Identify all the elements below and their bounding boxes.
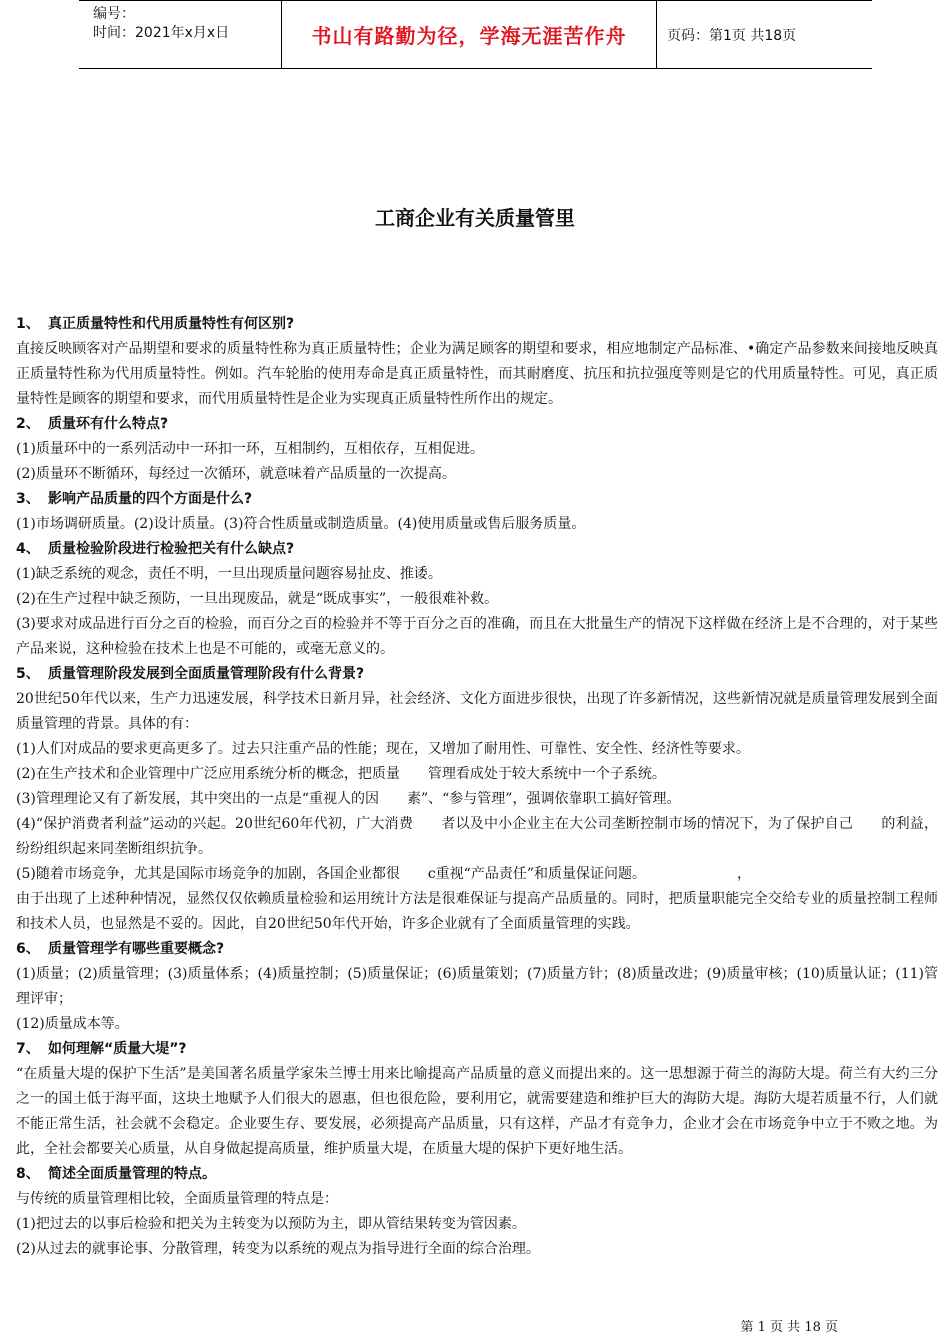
paragraph: (1)质量环中的一系列活动中一环扣一环，互相制约，互相依存，互相促进。 (16, 441, 484, 457)
paragraph: (4)“保护消费者利益”运动的兴起。20世纪60年代初，广大消费 者以及中小企业主在大公司垄断控制市场的情况下，为了保护自己 的利益，纷纷组织起来同垄断组织抗争。 (16, 816, 938, 857)
question-heading (16, 537, 938, 562)
question-number: 3、 (16, 491, 40, 507)
question-heading (16, 1037, 938, 1062)
paragraph: (3)要求对成品进行百分之百的检验，而百分之百的检验并不等于百分之百的准确，而且在大批量生产的情况下这样做在经济上是不合理的，对于某些产品来说，这种检验在技术上也是不可能的，或毫无意义的。 (16, 616, 938, 657)
question-number: 8、 (16, 1166, 40, 1182)
document-body (16, 312, 938, 1262)
paragraph: (2)在生产技术和企业管理中广泛应用系统分析的概念，把质量 管理看成处于较大系统中一个子系统。 (16, 766, 666, 782)
paragraph: 20世纪50年代以来，生产力迅速发展，科学技术日新月异，社会经济、文化方面进步很快，出现了许多新情况，这些新情况就是质量管理发展到全面质量管理的背景。具体的有： (16, 691, 938, 732)
paragraph: (1)缺乏系统的观念，责任不明，一旦出现质量问题容易扯皮、推诿。 (16, 566, 442, 582)
header-motto: 书山有路勤为径，学海无涯苦作舟 (282, 1, 657, 68)
paragraph: 与传统的质量管理相比较，全面质量管理的特点是： (16, 1191, 338, 1207)
document-title: 工商企业有关质量管里 (375, 206, 575, 230)
paragraph: (3)管理理论又有了新发展，其中突出的一点是“重视人的因 素”、“参与管理”，强调依靠职工搞好管理。 (16, 791, 681, 807)
paragraph: (12)质量成本等。 (16, 1016, 129, 1032)
question-number: 7、 (16, 1041, 40, 1057)
time-label: 时间：2021年x月x日 (93, 25, 230, 41)
question-number: 4、 (16, 541, 40, 557)
paragraph: (2)从过去的就事论事、分散管理，转变为以系统的观点为指导进行全面的综合治理。 (16, 1241, 540, 1257)
paragraph: (1)市场调研质量。(2)设计质量。(3)符合性质量或制造质量。(4)使用质量或售后服务质量。 (16, 516, 586, 532)
question-number: 1、 (16, 316, 40, 332)
page-header (79, 0, 872, 69)
question-heading (16, 1162, 938, 1187)
question-text: 质量环有什么特点? (48, 416, 169, 432)
question-text: 质量管理学有哪些重要概念? (48, 941, 225, 957)
question-text: 如何理解“质量大堤”? (48, 1041, 187, 1057)
question-number: 5、 (16, 666, 40, 682)
paragraph: (1)质量；(2)质量管理；(3)质量体系；(4)质量控制；(5)质量保证；(6)质量策划；(7)质量方针；(8)质量改进；(9)质量审核；(10)质量认证；(11)管理评审； (16, 966, 938, 1007)
paragraph: (1)人们对成品的要求更高更多了。过去只注重产品的性能；现在，又增加了耐用性、可靠性、安全性、经济性等要求。 (16, 741, 750, 757)
question-text: 质量检验阶段进行检验把关有什么缺点? (48, 541, 295, 557)
question-text: 真正质量特性和代用质量特性有何区别? (48, 316, 295, 332)
header-meta (79, 1, 282, 68)
question-heading (16, 937, 938, 962)
paragraph: (5)随着市场竞争，尤其是国际市场竞争的加剧，各国企业都很 c重视“产品责任”和质量保证问题。 ， (16, 866, 751, 882)
paragraph: (2)质量环不断循环，每经过一次循环，就意味着产品质量的一次提高。 (16, 466, 456, 482)
paragraph: (2)在生产过程中缺乏预防，一旦出现废品，就是“既成事实”，一般很难补救。 (16, 591, 499, 607)
question-text: 简述全面质量管理的特点。 (48, 1166, 216, 1182)
question-heading (16, 487, 938, 512)
question-text: 质量管理阶段发展到全面质量管理阶段有什么背景? (48, 666, 365, 682)
paragraph: 由于出现了上述种种情况，显然仅仅依赖质量检验和运用统计方法是很难保证与提高产品质量的。同时，把质量职能完全交给专业的质量控制工程师和技术人员，也显然是不妥的。因此，自20世纪50年代开始，许多企业就有了全面质量管理的实践。 (16, 891, 938, 932)
header-page-info: 页码：第1页 共18页 (667, 27, 797, 44)
paragraph: “在质量大堤的保护下生活”是美国著名质量学家朱兰博士用来比喻提高产品质量的意义而提出来的。这一思想源于荷兰的海防大堤。荷兰有大约三分之一的国土低于海平面，这块土地赋予人们很大的恩惠，但也很危险，要利用它，就需要建造和维护巨大的海防大堤。海防大堤若质量不行，人们就不能正常生活，社会就不会稳定。企业要生存、要发展，必须提高产品质量，只有这样，产品才有竞争力，企业才会在市场竞争中立于不败之地。为此，全社会都要关心质量，从自身做起提高质量，维护质量大堤，在质量大堤的保护下更好地生活。 (16, 1066, 938, 1157)
question-heading (16, 312, 938, 337)
question-number: 2、 (16, 416, 40, 432)
paragraph: (1)把过去的以事后检验和把关为主转变为以预防为主，即从管结果转变为管因素。 (16, 1216, 526, 1232)
paragraph: 直接反映顾客对产品期望和要求的质量特性称为真正质量特性；企业为满足顾客的期望和要求，相应地制定产品标准、•确定产品参数来间接地反映真正质量特性称为代用质量特性。例如。汽车轮胎的使用寿命是真正质量特性，而其耐磨度、抗压和抗拉强度等则是它的代用质量特性。可见，真正质量特性是顾客的期望和要求，而代用质量特性是企业为实现真正质量特性所作出的规定。 (16, 341, 938, 407)
page-footer: 第 1 页 共 18 页 (740, 1320, 838, 1335)
question-heading (16, 412, 938, 437)
question-number: 6、 (16, 941, 40, 957)
question-text: 影响产品质量的四个方面是什么? (48, 491, 253, 507)
question-heading (16, 662, 938, 687)
number-label: 编号： (93, 6, 135, 22)
